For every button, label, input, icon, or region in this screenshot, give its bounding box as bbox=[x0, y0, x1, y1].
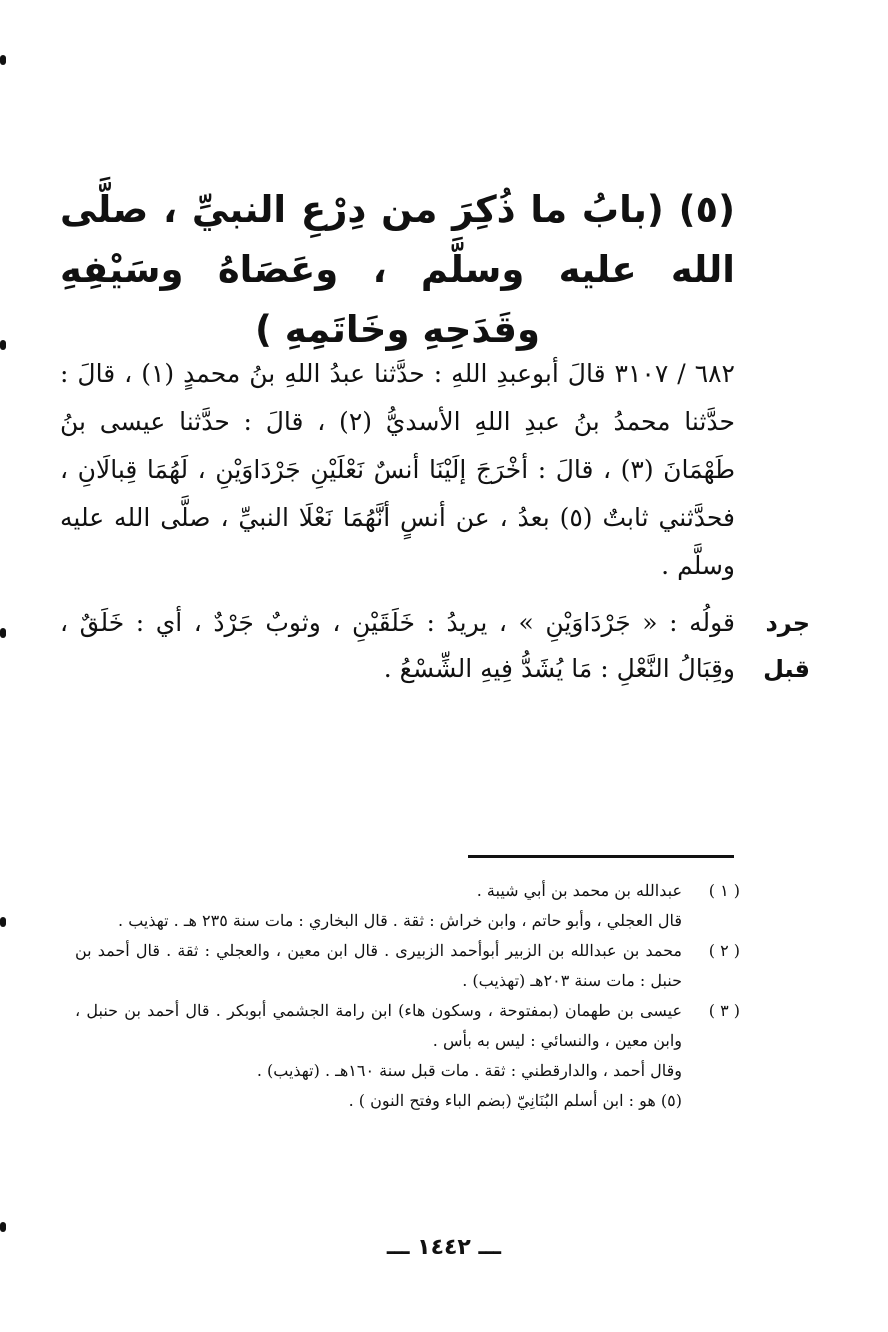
footnote-line: (٥) هو : ابن أسلم البُنَانِيّ (بضم الباء وفتح النون ) . bbox=[348, 1091, 682, 1110]
footnote-2 bbox=[75, 936, 740, 996]
gloss-keyword: قبل bbox=[763, 655, 810, 683]
gloss-keyword: جرد bbox=[765, 609, 810, 637]
gloss-keywords bbox=[750, 600, 810, 692]
page-number: ـــ ١٤٤٢ ـــ bbox=[386, 1235, 502, 1260]
scan-edge-mark bbox=[0, 55, 6, 65]
scan-edge-mark bbox=[0, 1222, 6, 1232]
footnote-line: عبدالله بن محمد بن أبي شيبة . bbox=[476, 881, 682, 900]
footnote-3 bbox=[75, 996, 740, 1056]
hadith-number: ٦٨٢ / ٣١٠٧ bbox=[614, 359, 735, 388]
footnotes bbox=[75, 876, 740, 1116]
hadith-text: قالَ أبوعبدِ اللهِ : حدَّثنا عبدُ اللهِ بنُ محمدٍ (١) ، قالَ : حدَّثنا محمدُ بنُ عبدِ اللهِ الأسديُّ (٢) ، قالَ : حدَّثنا عيسى بنُ طَهْمَانَ (٣) ، قالَ : أخْرَجَ إلَيْنَا أنسٌ نَعْلَيْنِ جَرْدَاوَيْنِ ، لَهُمَا قِبالَانِ ، فحدَّثني ثابتٌ (٥) بعدُ ، عن أنسٍ أنَّهُمَا نَعْلَا النبيِّ ، صلَّى الله عليه وسلَّم . bbox=[60, 359, 735, 580]
hadith-block bbox=[60, 350, 735, 590]
footnote-divider bbox=[468, 855, 734, 858]
scan-edge-mark bbox=[0, 628, 6, 638]
chapter-title: (٥) (بابُ ما ذُكِرَ من دِرْعِ النبيِّ ، صلَّى الله عليه وسلَّم ، وعَصَاهُ وسَيْفِهِ وقَدَحِهِ وخَاتَمِهِ ) bbox=[60, 188, 735, 351]
footnote-marker: ( ١ ) bbox=[708, 881, 740, 900]
footnote-marker: ( ٣ ) bbox=[708, 1001, 740, 1020]
scan-edge-mark bbox=[0, 917, 6, 927]
gloss-text: قولُه : « جَرْدَاوَيْنِ » ، يريدُ : خَلَقَيْنِ ، وثوبٌ جَرْدٌ ، أي : خَلَقٌ ، وقِبَالُ النَّعْلِ : مَا يُشَدُّ فِيهِ الشِّسْعُ . bbox=[60, 608, 735, 683]
footnote-line: وقال أحمد ، والدارقطني : ثقة . مات قبل سنة ١٦٠هـ . (تهذيب) . bbox=[256, 1061, 682, 1080]
footnote-line: قال العجلي ، وأبو حاتم ، وابن خراش : ثقة . قال البخاري : مات سنة ٢٣٥ هـ . تهذيب . bbox=[118, 911, 682, 930]
footnote-1 bbox=[75, 876, 740, 906]
footnote-marker: ( ٢ ) bbox=[708, 941, 740, 960]
footnote-line: محمد بن عبدالله بن الزبير أبوأحمد الزبيرى . قال ابن معين ، والعجلي : ثقة . قال أحمد بن حنبل : مات سنة ٢٠٣هـ (تهذيب) . bbox=[75, 941, 682, 990]
scan-edge-mark bbox=[0, 340, 6, 350]
footnote-line: عيسى بن طهمان (بمفتوحة ، وسكون هاء) ابن رامة الجشمي أبوبكر . قال أحمد بن حنبل ، وابن معين ، والنسائي : ليس به بأس . bbox=[75, 1001, 682, 1050]
